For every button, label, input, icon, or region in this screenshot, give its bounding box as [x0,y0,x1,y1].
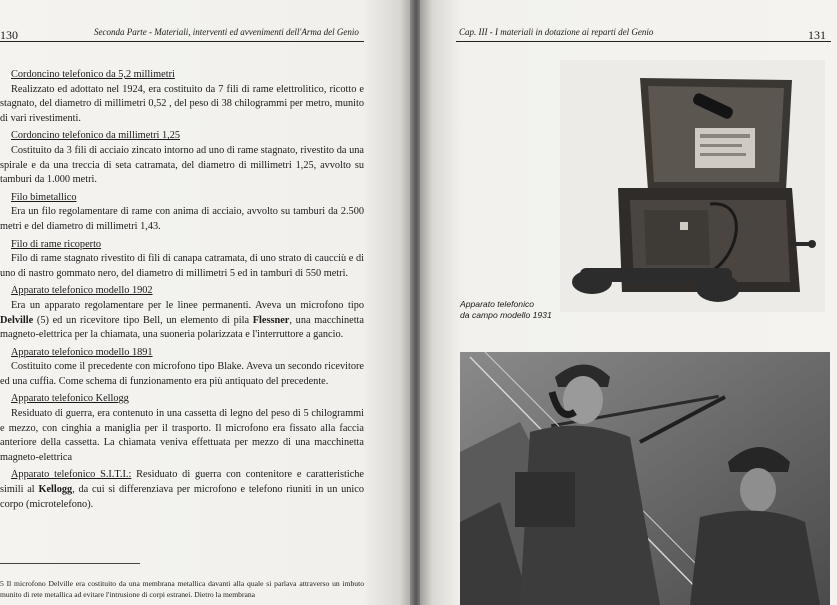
page-number-left: 130 [0,28,18,42]
caption-line-2: da campo modello 1931 [460,310,552,320]
entry-text: Era un apparato regolamentare per le linee permanenti. Aveva un microfono tipo Delville (5) ed un ricevitore tipo Bell, un elemento di pila Flessner, una macchinetta magneto-elettrica per la chiamata, una suoneria polarizzata e l'interruttore a gancio. [0,299,364,341]
header-rule-left [0,41,364,42]
entry-apparato-1891 [0,346,364,390]
soldiers-with-field-telephone-illustration [460,352,830,605]
entry-title: Apparato telefonico S.I.T.I.: [11,469,132,481]
caption-line-1: Apparato telefonico [460,299,535,309]
entry-text: Costituito da 3 fili di acciaio zincato intorno ad uno di rame stagnato, rivestito da una spirale e da una treccia di seta catramata, del diametro di millimetri 1,25, avvolto su tamburi da 1.000 metri. [0,144,364,186]
entry-text: Era un filo regolamentare di rame con anima di acciaio, avvolto su tamburi da 2.500 metri e del diametro di millimetri 1,43. [0,206,364,232]
entry-title: Filo di rame ricoperto [11,238,102,250]
entry-text: Costituito come il precedente con microfono tipo Blake. Aveva un secondo ricevitore ed una cuffia. Come schema di funzionamento era più antiquato del precedente. [0,361,364,387]
running-header-right: Cap. III - I materiali in dotazione ai reparti del Genio [459,27,654,37]
field-telephone-illustration [560,60,825,312]
entry-title: Cordoncino telefonico da 5,2 millimetri [11,69,175,80]
photo-caption [460,299,552,321]
entry-text: Apparato telefonico S.I.T.I.: Residuato di guerra con contenitore e caratteristiche simili al Kellogg, da cui si differenziava per microfono e telefono riuniti in un unico corpo (microtelefono). [0,469,365,510]
entry-title: Filo bimetallico [11,191,77,203]
footnote: 5 Il microfono Delville era costituito da una membrana metallica davanti alla quale si parlava attraverso un imbuto munito di rete metallica ad evitare l'intrusione di corpi estranei. Dietro la membrana [0,579,364,599]
footnote-rule [0,563,140,564]
running-header-left: Seconda Parte - Materiali, interventi ed avvenimenti dell'Arma del Genio [94,27,359,37]
left-page [0,0,412,605]
entry-cordoncino-125 [0,129,364,187]
entry-filo-rame-ricoperto [0,238,364,282]
entry-title: Apparato telefonico modello 1891 [11,346,153,358]
entry-filo-bimetallico [0,191,364,235]
soldiers-photo [460,352,830,605]
entry-title: Cordoncino telefonico da millimetri 1,25 [11,130,181,142]
entry-apparato-siti [0,468,364,512]
field-telephone-photo [560,60,825,312]
entry-text: Realizzato ed adottato nel 1924, era costituito da 7 fili di rame elettrolitico, ricotto e stagnato, del diametro di millimetri 0,52 , del peso di 38 chilogrammi per metro, munito di vari rivestimenti. [0,83,364,124]
header-rule-right [456,41,831,42]
entry-title: Apparato telefonico modello 1902 [11,285,153,297]
page-number-right: 131 [808,28,826,42]
entry-cordoncino-52 [0,68,364,126]
entry-title: Apparato telefonico Kellogg [11,393,129,405]
entry-text: Residuato di guerra, era contenuto in una cassetta di legno del peso di 5 chilogrammi e mezzo, con cinghia a maniglia per il trasporto. Il microfono era fissato alla faccia anteriore della cassetta. La chiamata veniva effettuata per mezzo di una macchinetta magneto-elettrica [0,408,364,463]
entry-apparato-kellogg [0,392,364,465]
left-body-text [0,68,364,515]
right-page [420,0,837,605]
entry-text: Filo di rame stagnato rivestito di fili di canapa catramata, di uno strato di caucciù e di uno di nastro gommato nero, del diametro di millimetri 5 ed in tamburi di 550 metri. [0,253,364,279]
entry-apparato-1902 [0,284,364,342]
